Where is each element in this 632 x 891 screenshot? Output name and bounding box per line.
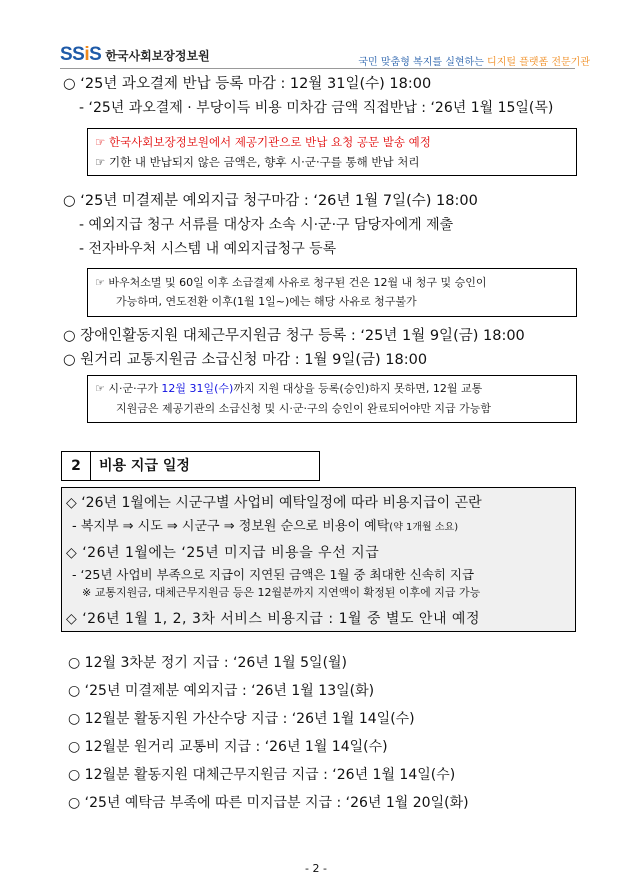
page-number: - 2 - [305, 862, 327, 875]
item-direct-return: - ‘25년 과오결제 · 부당이득 비용 미차감 금액 직접반납 : ‘26년 1월 15일(목) [79, 100, 554, 116]
summary-line-1: ◇ ‘26년 1월에는 시군구별 사업비 예탁일정에 따라 비용지급이 곤란 [66, 495, 482, 511]
item-overpayment-deadline: ○ ‘25년 과오결제 반납 등록 마감 : 12월 31일(수) 18:00 [63, 76, 432, 92]
schedule-item: ○ 12월 3차분 정기 지급 : ‘26년 1월 5일(월) [68, 655, 348, 671]
notice-box-2-line2: 가능하며, 연도전환 이후(1월 1일~)에는 해당 사유로 청구불가 [116, 295, 417, 308]
summary-line-3: ◇ ‘26년 1월에는 ‘25년 미지급 비용을 우선 지급 [66, 545, 380, 561]
schedule-item: ○ ‘25년 예탁금 부족에 따른 미지급분 지급 : ‘26년 1월 20일(화) [68, 795, 469, 811]
schedule-item: ○ 12월분 원거리 교통비 지급 : ‘26년 1월 14일(수) [68, 739, 388, 755]
summary-line-5: ※ 교통지원금, 대체근무지원금 등은 12월분까지 지연액이 확정된 이후에 지급 가능 [82, 586, 481, 599]
summary-line-2: - 복지부 ⇒ 시도 ⇒ 시군구 ⇒ 정보원 순으로 비용이 예탁(약 1개월 소요) [72, 519, 459, 534]
notice-box-1-line1: ☞ 한국사회보장정보원에서 제공기관으로 반납 요청 공문 발송 예정 [95, 135, 431, 149]
section-title: 비용 지급 일정 [90, 451, 320, 481]
item-substitute-support: ○ 장애인활동지원 대체근무지원금 청구 등록 : ‘25년 1월 9일(금) 18:00 [63, 328, 525, 344]
schedule-item: ○ 12월분 활동지원 가산수당 지급 : ‘26년 1월 14일(수) [68, 711, 415, 727]
ssis-logo-icon: SSiS [60, 44, 102, 65]
section-number: 2 [61, 451, 91, 481]
schedule-item: ○ 12월분 활동지원 대체근무지원금 지급 : ‘26년 1월 14일(수) [68, 767, 456, 783]
notice-box-3-line2: 지원금은 제공기관의 소급신청 및 시·군·구의 승인이 완료되어야만 지급 가능함 [116, 402, 491, 415]
item-exception-register: - 전자바우처 시스템 내 예외지급청구 등록 [79, 241, 337, 257]
header-divider [60, 68, 575, 69]
notice-box-2 [87, 268, 577, 317]
item-travel-support: ○ 원거리 교통지원금 소급신청 마감 : 1월 9일(금) 18:00 [63, 352, 428, 368]
org-name: 한국사회보장정보원 [105, 48, 210, 63]
header-logo [60, 44, 210, 66]
notice-box-3 [87, 375, 577, 423]
header-slogan: 국민 맞춤형 복지를 실현하는 디지털 플랫폼 전문기관 [358, 57, 590, 68]
item-exception-submit: - 예외지급 청구 서류를 대상자 소속 시·군·구 담당자에게 제출 [79, 217, 454, 233]
payment-summary-box [61, 487, 576, 632]
summary-line-6: ◇ ‘26년 1월 1, 2, 3차 서비스 비용지급 : 1월 중 별도 안내 예정 [66, 611, 480, 627]
schedule-item: ○ ‘25년 미결제분 예외지급 : ‘26년 1월 13일(화) [68, 683, 375, 699]
notice-box-1 [87, 128, 577, 176]
item-exception-claim-deadline: ○ ‘25년 미결제분 예외지급 청구마감 : ‘26년 1월 7일(수) 18:00 [63, 193, 478, 209]
notice-box-1-line2: ☞ 기한 내 반납되지 않은 금액은, 향후 시·군·구를 통해 반납 처리 [95, 155, 420, 169]
notice-box-2-line1: ☞ 바우처소멸 및 60일 이후 소급결제 사유로 청구된 건은 12월 내 청구 및 승인이 [95, 276, 487, 289]
summary-line-4: - ‘25년 사업비 부족으로 지급이 지연된 금액은 1월 중 최대한 신속히 지급 [72, 567, 475, 582]
notice-box-3-line1: ☞ 시·군·구가 12월 31일(수)까지 지원 대상을 등록(승인)하지 못하면, 12월 교통 [95, 382, 483, 395]
